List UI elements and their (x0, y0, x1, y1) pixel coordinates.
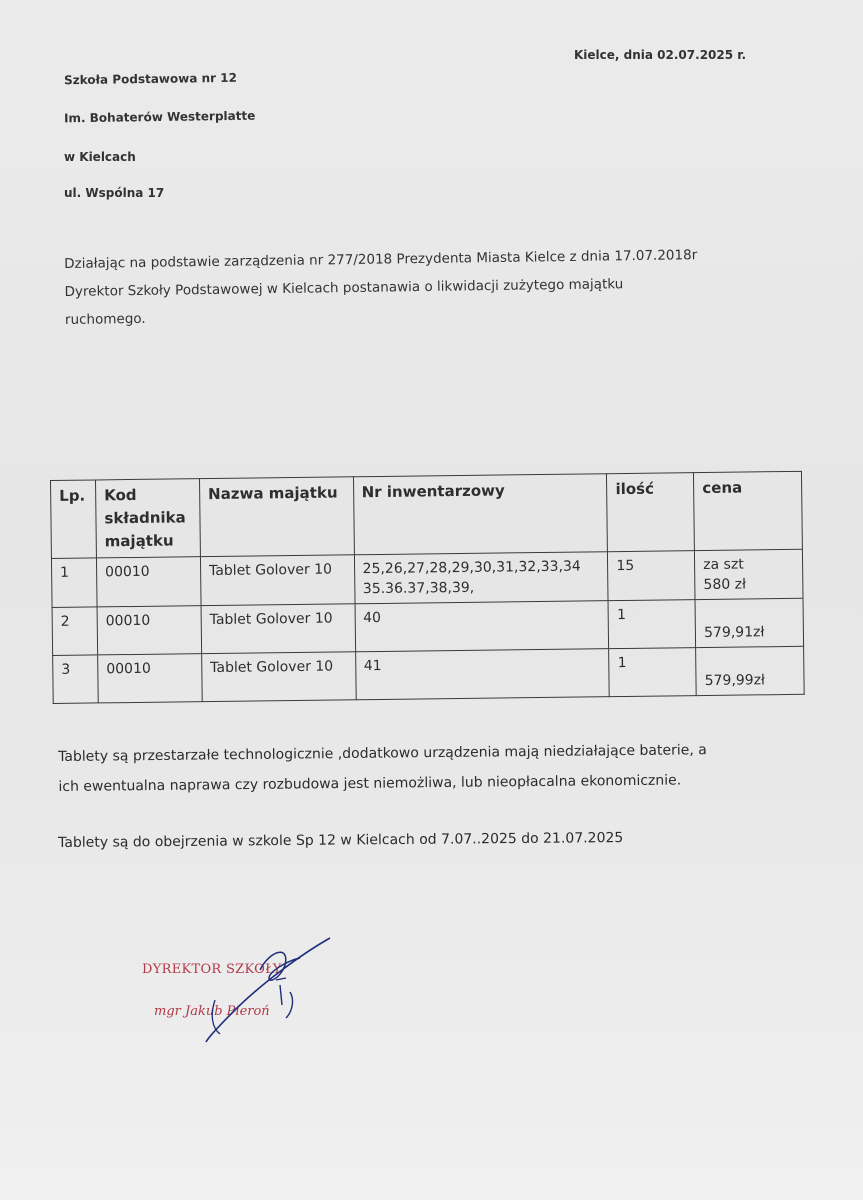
note-line-2: ich ewentualna naprawa czy rozbudowa jest niemożliwa, lub nieopłacalna ekonomicznie. (58, 772, 682, 795)
note-line-1: Tablety są przestarzałe technologicznie ,dodatkowo urządzenia mają niedziałające baterie, a (58, 742, 707, 765)
school-city: w Kielcach (64, 150, 136, 164)
cell-kod: 00010 (97, 606, 202, 655)
signature-title: DYREKTOR SZKOŁY (142, 962, 282, 977)
cena-value: 579,91zł (703, 624, 765, 642)
viewing-note: Tablety są do obejrzenia w szkole Sp 12 w Kielcach od 7.07..2025 do 21.07.2025 (58, 830, 624, 851)
cell-nr: 25,26,27,28,29,30,31,32,33,34 35.36.37,38,39, (354, 552, 608, 604)
cell-ilosc: 1 (608, 600, 695, 649)
header-cena: cena (694, 471, 803, 550)
cell-kod: 00010 (98, 654, 203, 703)
header-nr: Nr inwentarzowy (353, 474, 608, 555)
header-nazwa: Nazwa majątku (199, 477, 354, 557)
cena-value: 580 zł (703, 576, 747, 594)
school-name: Szkoła Podstawowa nr 12 (63, 70, 237, 88)
signature-name: mgr Jakub Pieroń (154, 1004, 270, 1019)
cell-cena (695, 549, 803, 599)
handwritten-signature (140, 930, 360, 1050)
cell-ilosc: 1 (609, 648, 696, 697)
cell-cena (695, 598, 803, 647)
cell-cena (696, 646, 804, 695)
intro-line-1: Działając na podstawie zarządzenia nr 277/2018 Prezydenta Miasta Kielce z dnia 17.07.2018r (64, 247, 698, 272)
school-street: ul. Wspólna 17 (64, 186, 165, 200)
table-row (53, 646, 805, 703)
intro-paragraph (64, 241, 698, 334)
header-ilosc: ilość (607, 473, 695, 552)
intro-line-3: ruchomego. (64, 310, 146, 328)
cell-nazwa: Tablet Golover 10 (201, 604, 355, 654)
cell-lp: 2 (52, 607, 98, 656)
cell-nr: 40 (355, 601, 609, 652)
inventory-table (50, 471, 805, 704)
school-patron: Im. Bohaterów Westerplatte (63, 108, 256, 126)
cell-ilosc: 15 (608, 551, 695, 601)
cena-value: 579,99zł (704, 672, 766, 690)
cell-nr: 41 (355, 649, 609, 700)
cell-nazwa: Tablet Golover 10 (200, 555, 354, 606)
table-header-row (51, 471, 803, 558)
cell-nazwa: Tablet Golover 10 (202, 652, 356, 702)
notes-block (58, 735, 707, 802)
header-lp: Lp. (51, 480, 97, 559)
cell-lp: 1 (51, 558, 97, 608)
document-date: Kielce, dnia 02.07.2025 r. (574, 48, 747, 62)
cena-note: za szt (703, 556, 744, 574)
cell-lp: 3 (53, 655, 99, 704)
cell-kod: 00010 (96, 557, 201, 607)
header-kod: Kod składnika majątku (95, 479, 200, 558)
intro-line-2: Dyrektor Szkoły Podstawowej w Kielcach postanawia o likwidacji zużytego majątku (64, 276, 624, 300)
